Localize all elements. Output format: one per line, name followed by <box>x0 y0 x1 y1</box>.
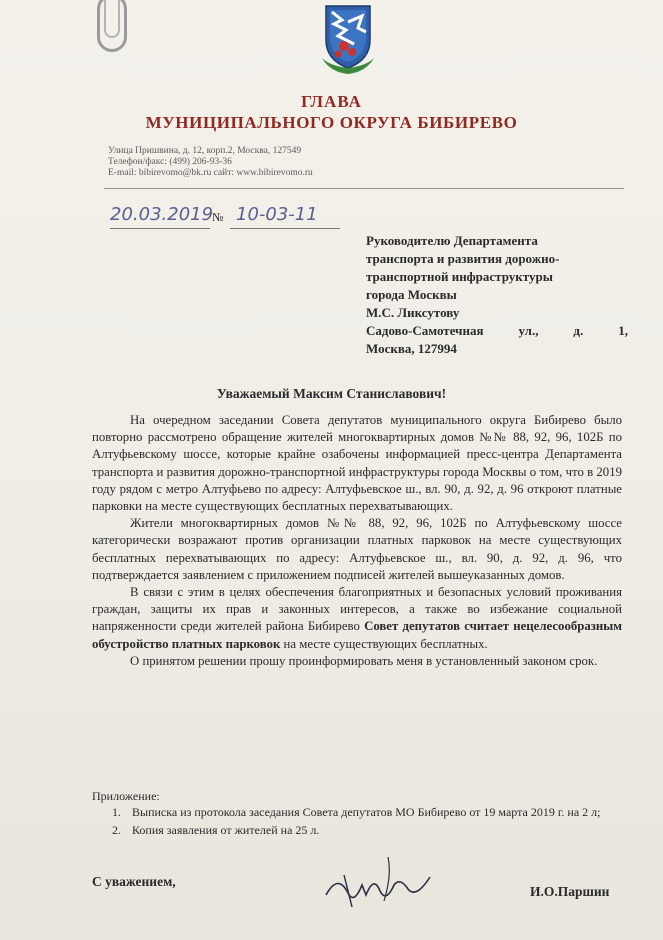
registration-number-label: № <box>212 210 224 224</box>
header-contacts <box>108 146 313 179</box>
attachment-number: 2. <box>112 823 121 837</box>
attachments-title: Приложение: <box>92 789 160 803</box>
addressee-street-type: ул., <box>518 323 539 338</box>
addressee-line: города Москвы <box>366 287 457 302</box>
addressee-house-label: д. <box>573 323 584 338</box>
attachment-item <box>112 822 624 838</box>
header-email-site: E-mail: bibirevomo@bk.ru сайт: www.bibirevomo.ru <box>108 168 313 178</box>
attachment-text: Копия заявления от жителей на 25 л. <box>132 823 320 837</box>
addressee-city: Москва, 127994 <box>366 341 457 356</box>
attachments-list <box>112 804 624 840</box>
coat-of-arms-emblem <box>318 2 378 76</box>
body-paragraph-4: О принятом решении прошу проинформировать меня в установленный законом срок. <box>130 653 598 668</box>
header-title-line2: МУНИЦИПАЛЬНОГО ОКРУГА БИБИРЕВО <box>145 113 518 132</box>
body-paragraph-3 <box>92 584 622 653</box>
header-address: Улица Пришвина, д. 12, корп.2, Москва, 127549 <box>108 146 302 156</box>
salutation: Уважаемый Максим Станиславович! <box>216 386 447 401</box>
body-paragraph-2: Жители многоквартирных домов №№ 88, 92, 96, 102Б по Алтуфьевскому шоссе категорически возражают против организации платных парковок на месте существующих бесплатных перехватывающих по адресу: Алтуфьевское ш., вл. 90, д. 92, д. 96, что подтверждается заявлением с приложением подписей жителей вышеуказанных домов. <box>92 516 622 582</box>
body-paragraph-3-start: В связи с этим в целях обеспечения благоприятных и безопасных условий проживания граждан, защиты их прав и законных интересов, а также во избежание социальной напряженности среди жителей района Бибирево <box>92 585 622 634</box>
paper-clip-inner <box>104 0 120 38</box>
addressee-line: Руководителю Департамента <box>366 233 538 248</box>
registration-date-underline <box>110 228 210 229</box>
signer-name: И.О.Паршин <box>530 884 610 899</box>
addressee-line: транспортной инфраструктуры <box>366 269 553 284</box>
body-paragraph-3-end: на месте существующих бесплатных. <box>280 636 488 651</box>
addressee-street: Садово-Самотечная <box>366 323 484 338</box>
handwritten-signature <box>318 855 438 915</box>
header-phone: Телефон/факс: (499) 206-93-36 <box>108 157 232 167</box>
attachment-item <box>112 804 624 820</box>
registration-number: 10-03-11 <box>236 204 318 225</box>
addressee-line: транспорта и развития дорожно- <box>366 251 560 266</box>
addressee-street-line <box>366 322 628 340</box>
addressee-block <box>366 232 628 358</box>
header-divider <box>104 188 624 189</box>
attachment-text: Выписка из протокола заседания Совета депутатов МО Бибирево от 19 марта 2019 г. на 2 л; <box>132 805 601 819</box>
attachment-number: 1. <box>112 805 121 819</box>
letter-body <box>92 412 622 670</box>
body-paragraph-1: На очередном заседании Совета депутатов муниципального округа Бибирево было повторно рассмотрено обращение жителей многоквартирных домов №№ 88, 92, 96, 102Б по Алтуфьевскому шоссе, которые крайне озабочены информацией пресс-центра Департамента транспорта и развития дорожно-транспортной инфраструктуры города Москвы о том, что в 2019 году рядом с метро Алтуфьево по адресу: Алтуфьевское ш., вл. 90, д. 92, д. 96 откроют платные парковки на месте существующих бесплатных перехватывающих. <box>92 413 622 514</box>
closing-phrase: С уважением, <box>92 874 176 889</box>
registration-number-underline <box>230 228 340 229</box>
addressee-name: М.С. Ликсутову <box>366 305 460 320</box>
header-title-line1: ГЛАВА <box>301 92 362 111</box>
addressee-house-number: 1, <box>618 323 628 338</box>
body-paragraph-3-bold: Совет депутатов считает нецелесообразным обустройство платных парковок <box>92 619 622 651</box>
registration-date: 20.03.2019 <box>110 204 214 225</box>
